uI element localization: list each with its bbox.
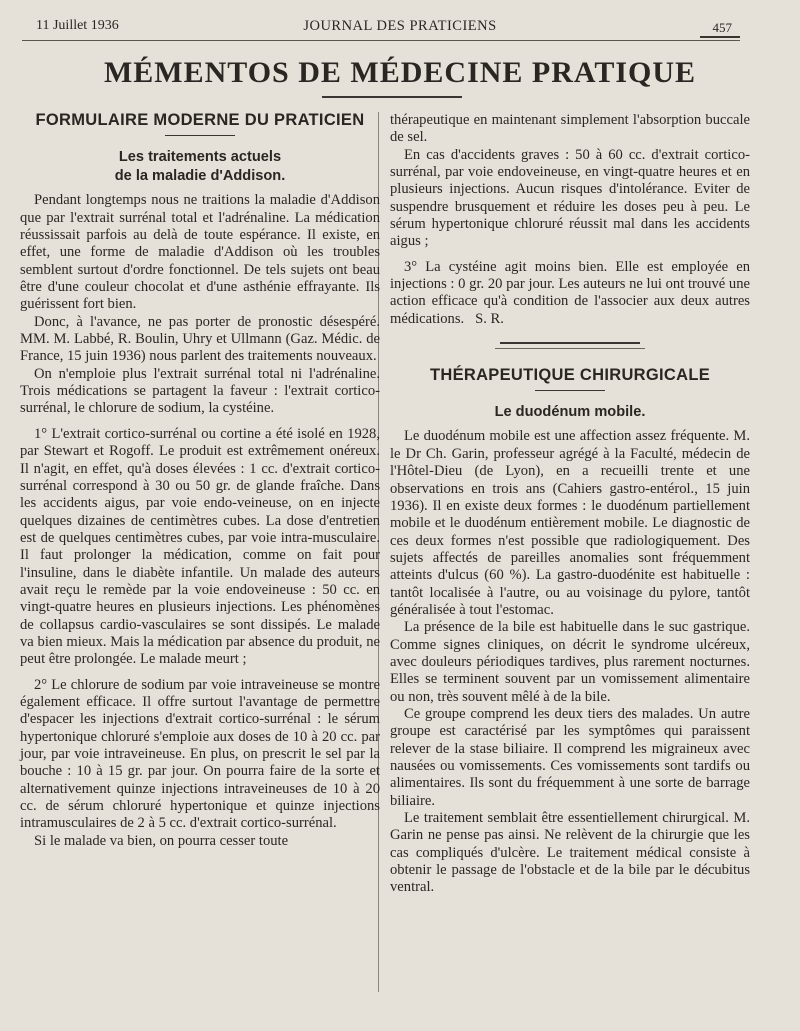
paragraph (390, 259, 750, 328)
header-rule (22, 40, 740, 41)
paragraph: Donc, à l'avance, ne pas porter de pronostic désespéré. MM. M. Labbé, R. Boulin, Uhry et Ullmann (Gaz. Médic. de France, 15 juin 1936) nous parlent des traitements nouveaux. (20, 313, 380, 365)
separator-rule (500, 342, 640, 344)
page-title: MÉMENTOS DE MÉDECINE PRATIQUE (103, 56, 697, 89)
paragraph: La présence de la bile est habituelle dans le suc gastrique. Comme signes cliniques, on décrit le syndrome ulcéreux, avec douleurs périodiques tardives, plus rarement nocturnes. Elles se terminent souvent par un vomissement alimentaire ou non, très souvent mêlé à de la bile. (390, 619, 750, 705)
paragraph: 1° L'extrait cortico-surrénal ou cortine a été isolé en 1928, par Stewart et Rogoff. Le produit est extrêmement onéreux. Il n'agit, en effet, qu'à doses élevées : 1 cc. d'extrait cortico-surrénal correspond à 30 ou 50 gr. de glande fraîche. Dans les accidents aigus, par voie endo-veineuse, on en injecte quelques dizaines de centimètres cubes. La dose d'entretien est de quelques centimètres cubes, par voie intra-musculaire. Il faut prolonger la médication, comme on fait pour l'insuline, dans le diabète infantile. Un malade des auteurs avait reçu le remède par la voie endoveineuse : 50 cc. en vingt-quatre heures en plusieurs injections. Les phénomènes de collapsus cardio-vasculaires se sont dissipés. Le malade va bien mieux. Mais la médication par absence du produit, ne peut être prolongée. Le malade meurt ; (20, 425, 380, 668)
paragraph: 2° Le chlorure de sodium par voie intraveineuse se montre également efficace. Il offre surtout l'avantage de permettre d'espacer les injections d'extrait cortico-surrénal : le sérum hypertonique chloruré s'emploie aux doses de 10 à 20 cc. par jour, par voie intraveineuse. En plus, on prescrit le sel par la bouche : 10 à 15 gr. par jour. On pourra faire de la sorte et alternativement quinze injections intraveineuses de 10 à 20 cc. de sérum chloruré hypertonique et quinze injections intramusculaires de 2 à 5 cc. d'extrait cortico-surrénal. (20, 676, 380, 832)
section-rule (535, 390, 605, 391)
paragraph: Si le malade va bien, on pourra cesser toute (34, 832, 289, 849)
article-title-duodenum: Le duodénum mobile. (494, 404, 646, 421)
section-rule (165, 135, 235, 136)
paragraph: Le duodénum mobile est une affection assez fréquente. M. le Dr Ch. Garin, professeur agrégé à la Faculté, médecin de l'Hôtel-Dieu (de Lyon), en a recueilli trente et une observations en trois ans (Cahiers gastro-entérol., 15 juin 1936). Il en existe deux formes : le duodénum partiellement mobile et le duodénum entièrement mobile. Le diagnostic de ces deux formes n'est possible que radiologiquement. Des sujets affectés de pareilles anomalies sont fréquemment atteints d'ulcus (60 %). La gastro-duodénite est habituelle : tantôt localisée à l'autre, ou au voisinage du pylore, tantôt généralisée à tout l'estomac. (390, 428, 750, 618)
running-header (0, 0, 800, 44)
section-title-formulaire: FORMULAIRE MODERNE DU PRATICIEN (35, 111, 365, 129)
article-title-addison (20, 148, 380, 186)
paragraph: En cas d'accidents graves : 50 à 60 cc. d'extrait cortico-surrénal, par voie endoveineuse, en vingt-quatre heures et en plusieurs injections. Aucun risques d'intolérance. Eviter de suspendre brusquement et réduire les doses peu à peu. Le sérum hypertonique chloruré réussit mal dans les accidents aigus ; (390, 146, 750, 250)
paragraph: Ce groupe comprend les deux tiers des malades. Un autre groupe est caractérisé par les symptômes qui paraissent relever de la stase biliaire. Il comprend les migraineux avec nausées ou vomissements. Ces vomissements sont tardifs ou alimentaires. Ils sont du fréquemment à une sorte de barrage biliaire. (390, 705, 750, 809)
page-number: 457 (712, 20, 732, 35)
author-signature: S. R. (475, 310, 504, 327)
left-column (20, 112, 380, 850)
paragraph-text: 3° La cystéine agit moins bien. Elle est employée en injections : 0 gr. 20 par jour. Les auteurs ne lui ont trouvé une action efficace qu'à condition de l'associer aux deux autres médications. (390, 258, 750, 327)
right-column (390, 112, 750, 897)
page-number-underline (700, 36, 740, 38)
journal-name: JOURNAL DES PRATICIENS (303, 18, 497, 34)
paragraph: Le traitement semblait être essentiellement chirurgical. M. Garin ne pense pas ainsi. Ne relèvent de la chirurgie que les cas compliqués d'ulcère. Le traitement médical consiste à obtenir le passage de l'obstacle et de la bile par le décubitus ventral. (390, 810, 750, 896)
title-rule (322, 96, 462, 98)
article-title-line-2: de la maladie d'Addison. (114, 168, 286, 185)
separator-rule-thin (495, 348, 645, 349)
paragraph: Pendant longtemps nous ne traitions la maladie d'Addison que par l'extrait surrénal total et l'adrénaline. La médication réussissait parfois au delà de toute espérance. Il existe, en effet, une forme de maladie d'Addison où les troubles semblent surtout d'ordre fonctionnel. De tels sujets ont beau être d'une couleur chocolat et d'une asthénie effrayante. Ils guérissent fort bien. (20, 192, 380, 313)
paragraph: thérapeutique en maintenant simplement l'absorption buccale de sel. (390, 112, 750, 146)
article-title-line-1: Les traitements actuels (118, 149, 282, 166)
issue-date: 11 Juillet 1936 (36, 18, 119, 33)
paragraph: On n'emploie plus l'extrait surrénal total ni l'adrénaline. Trois médications se partagent la faveur : l'extrait cortico-surrénal, le chlorure de sodium, la cystéine. (20, 365, 380, 417)
section-title-chirurgicale: THÉRAPEUTIQUE CHIRURGICALE (429, 366, 711, 385)
